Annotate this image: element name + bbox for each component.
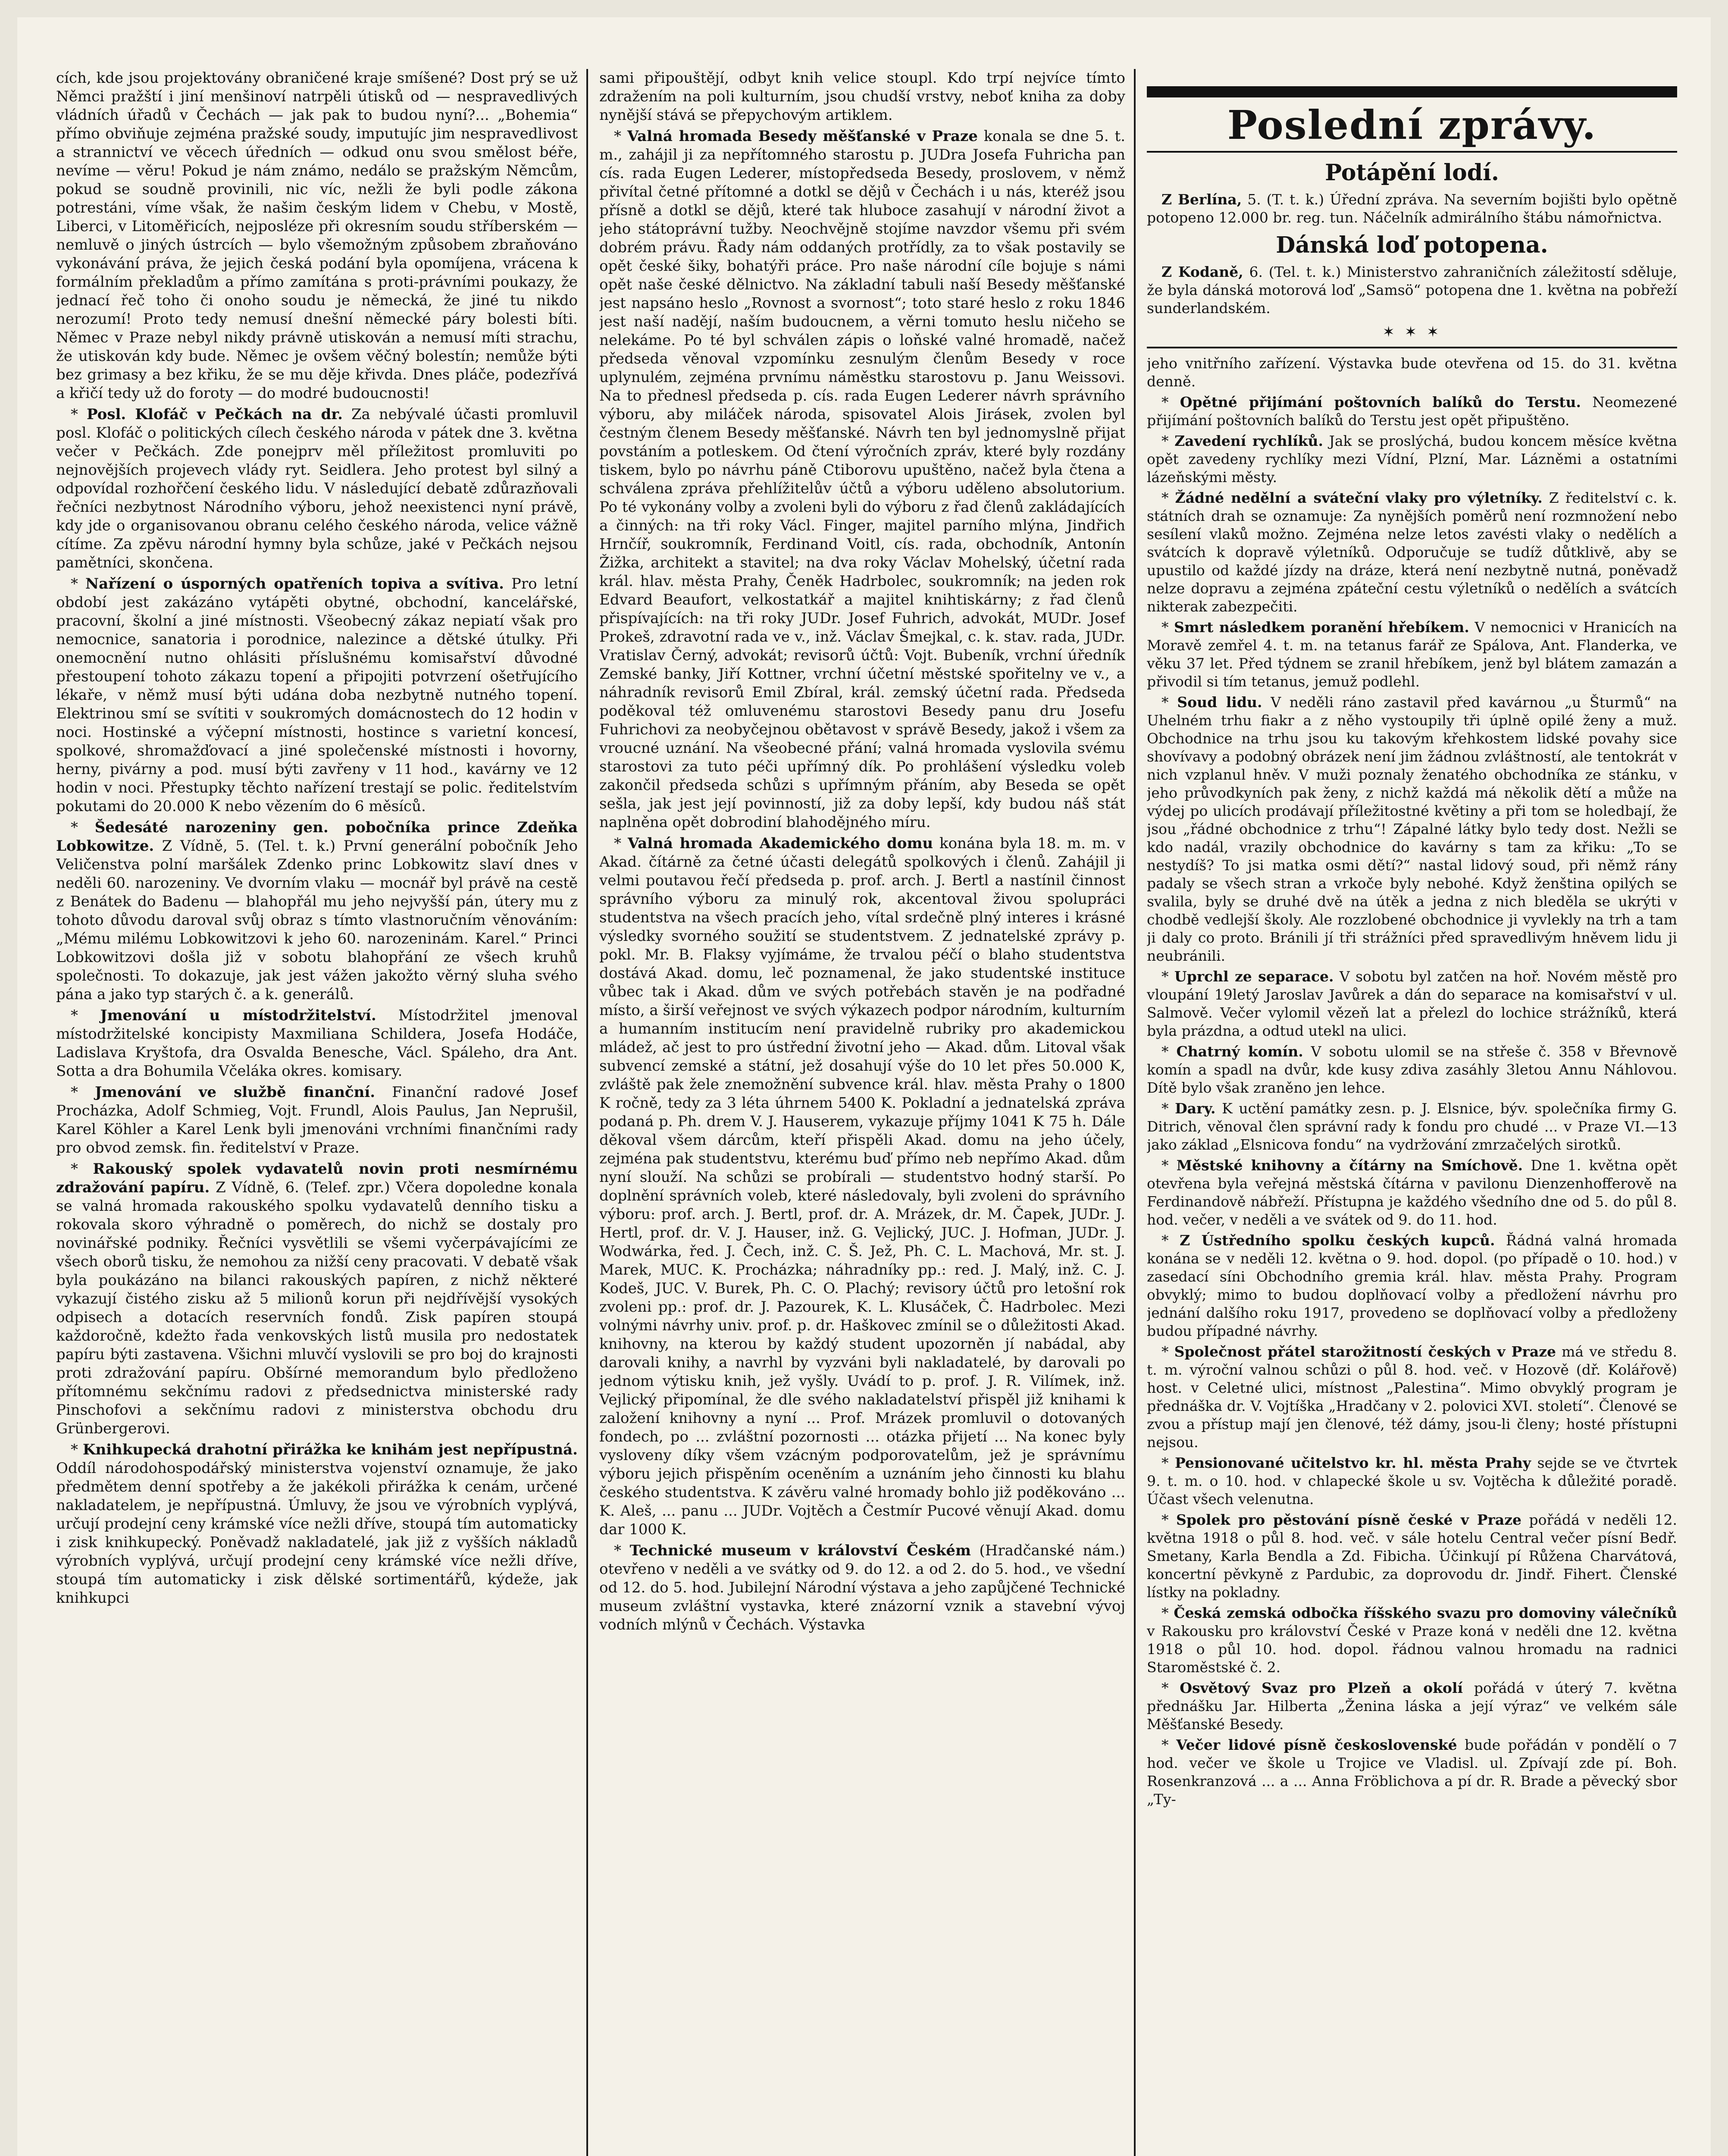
article-marker: * [614,128,627,145]
article-marker: * [1161,1736,1177,1753]
newspaper-page [17,17,1711,2156]
article-marker: * [71,1160,93,1178]
article-text: Finanční radové Josef Procházka, Adolf Schmieg, Vojt. Frundl, Alois Paulus, Jan Neprušil, Karel Köhler a Karel Lenk byli jmenováni vrchními finančními rady pro obvod zemsk. fin. ředitelství v Praze. [56,1084,578,1156]
article-headline: Technické museum v království Českém [629,1542,971,1559]
article-marker: * [1161,968,1174,985]
article-headline: Z Ústředního spolku českých kupců. [1180,1232,1495,1249]
article-headline: Jmenování u místodržitelství. [100,1007,376,1024]
article-marker: * [1161,1604,1174,1621]
article-headline: Posl. Klofáč v Pečkách na dr. [87,406,343,423]
article-text: pořádá v úterý 7. května přednášku Jar. Hilberta „Ženina láska a její výraz“ ve velkém sále Měšťanské Besedy. [1147,1680,1677,1733]
article-text: bude pořádán v pondělí o 7 hod. večer ve škole u Trojice ve Vladisl. ul. Zpívají zde pí. Boh. Rosenkranzová ... a ... Anna Fröblichova a pí dr. R. Brade a pěvecký sbor „Ty- [1147,1736,1677,1808]
article-paragraph [1147,1511,1677,1601]
article-paragraph [1147,1156,1677,1229]
article-marker: * [1161,432,1175,449]
article-text: V sobotu byl zatčen na hoř. Novém městě pro vloupání 19letý Jaroslav Javůrek a dán do separace na komisařství v ul. Salmově. Večer vylomil vězeň lat a přelezl do lochice strážníků, která byla prázdna, a odtud utekl na ulici. [1147,968,1677,1039]
article-text: konala se dne 5. t. m., zahájil ji za nepřítomného starostu p. JUDra Josefa Fuhricha pan cís. rada Eugen Lederer, místopředseda Besedy, proslovem, v němž přivítal četné přítomné a dotkl se dějů v Čechách i u nás, kteréž jsou přísně a dotkl se dějů, které tak hluboce zasahují v národní život a jeho státoprávní tužby. Neochvějně stojíme navzdor všemu při svém dobrém právu. Řady nám oddaných protřídly, za to však postavily se opět české šiky, bohatýři práce. Pro naše národní cíle bojuje s námi opět naše české dělnictvo. Na základní tabuli naší Besedy měšťanské jest napsáno heslo „Rovnost a svornost“; toto staré heslo z roku 1846 jest naší nadějí, naším budoucnem, a věrni tomuto heslu ničeho se nelekáme. Po té byl schválen zápis o loňské valné hromadě, načež předseda věnoval vzpomínku zesnulým členům Besedy v roce uplynulém, zejména prvnímu náměstku starostovu p. Janu Weissovi. Na to přednesl předseda p. cís. rada Eugen Lederer návrh správního výboru, aby miláček národa, spisovatel Alois Jirásek, zvolen byl čestným členem Besedy měšťanské. Návrh ten byl jednomyslně přijat povstáním a potleskem. Od čtení výročních zpráv, které byly rozdány tiskem, bylo po návrhu páně Ctiborovu upuštěno, načež byla čtena a schválena zpráva přehlížitelův účtů a výboru uděleno absolutorium. Po té vykonány volby a zvoleni byli do výboru z řad členů zakládajících a činných: na tři roky Václ. Finger, majitel parního mlýna, Jindřich Hrnčíř, soukromník, Ferdinand Voitl, cís. rada, obchodník, Antonín Žižka, architekt a stavitel; na dva roky Václav Mohelský, účetní rada král. hlav. města Prahy, Čeněk Hadrbolec, soukromník; na jeden rok Edvard Beaufort, velkostatkář a majitel knihtiskárny; z řad členů přispívajících: na tři roky JUDr. Josef Fuhrich, advokát, MUDr. Josef Prokeš, zdravotní rada ve v., inž. Václav Šmejkal, c. k. stav. rada, JUDr. Vratislav Černý, advokát; revisorů účtů: Vojt. Bubeník, vrchní úředník Zemské banky, Jiří Kottner, vrchní účetní městské spořitelny ve v., a náhradník revisorů Emil Zbíral, král. zemský účetní rada. Předseda poděkoval též omluvenému starostovi Besedy panu dru Josefu Fuhrichovi za neobyčejnou obětavost v správě Besedy, jakož i všem za vroucné uznání. Na všeobecné přání; valná hromada vyslovila svému starostovi za tuto péči upřímný dík. Po prohlášení výsledku voleb zakončil předseda schůzi s upřímným přáním, aby Beseda se opět sešla, jak jest její povinností, již za doby lepší, kdy budou náš stát naplněna opět dobrodiní blahodějného míru. [599,128,1125,831]
article-marker: * [71,406,87,423]
article-text: V nemocnici v Hranicích na Moravě zemřel 4. t. m. na tetanus farář ze Spálova, Ant. Flanderka, ve věku 37 let. Před týdnem se zranil hřebíkem, jenž byl blátem zamazán a přivodil si tím tetanus, jemuž podlehl. [1147,619,1677,690]
article-paragraph [599,69,1125,125]
article-text: Řádná valná hromada konána se v neděli 12. května o 9. hod. dopol. (po případě o 10. hod.) v zasedací síni Obchodního gremia král. hlav. města Prahy. Program obvyklý; mimo to budou doplňovací volby a předložení návrhu pro jednání dalšího roku 1917, provedeno se doplňovací volby a předloženy budou případné návrhy. [1147,1232,1677,1339]
article-paragraph [1147,968,1677,1040]
article-text: Neomezené přijímání poštovních balíků do Terstu jest opět připuštěno. [1147,394,1677,429]
article-paragraph [56,575,578,816]
article-headline: Smrt následkem poranění hřebíkem. [1174,619,1469,636]
article-text: sejde se ve čtvrtek 9. t. m. o 10. hod. v chlapecké škole u sv. Vojtěcha k důležité poradě. Účast všech velenutna. [1147,1454,1677,1507]
left-column [56,69,578,2156]
banner-bottom-rule [1147,151,1677,153]
article-text: v Rakousku pro království České v Praze koná v neděli dne 12. května 1918 o půl 10. hod. dopol. řádnou valnou hromadu na radnici Staroměstské č. 2. [1147,1623,1677,1676]
article-paragraph [56,1441,578,1608]
article-text: Jak se proslýchá, budou koncem měsíce května opět zavedeny rychlíky mezi Vídní, Plzní, Mar. Lázněmi a ostatními lázeňskými městy. [1147,432,1677,486]
article-headline: Pensionované učitelstvo kr. hl. města Prahy [1175,1454,1531,1471]
article-text: má ve středu 8. t. m. výroční valnou schůzi o půl 8. hod. več. v Hozově (dř. Kolářově) host. v Celetné ulici, místnost „Palestina“. Mimo obvyklý program je přednáška dr. V. Vojtíška „Hradčany v 2. polovici XVI. století“. Členové se zvou a přístup mají jen členové, též dámy, jsou-li členy; hosté přístupni nejsou. [1147,1343,1677,1451]
article-paragraph [1147,1736,1677,1808]
article-headline: Soud lidu. [1177,694,1262,711]
article-text: Místodržitel jmenoval místodržitelské koncipisty Maxmiliana Schildera, Josefa Hodáče, Ladislava Kryštofa, dra Osvalda Beneschе, Václ. Spáleho, dra Ant. Sotta a dra Bohumila Včeláka okres. komisary. [56,1007,578,1080]
dateline: Z Kodaně, [1161,263,1243,280]
article-paragraph [1147,354,1677,391]
article-headline: Knihkupecká drahotní přirážka ke knihám jest nepřípustná. [82,1441,578,1458]
middle-column [599,69,1125,2156]
article-headline: Nařízení o úsporných opatřeních topiva a svítiva. [85,575,504,592]
article-marker: * [1161,1232,1180,1249]
section-divider-rule [1147,347,1677,348]
article-marker: * [1161,1343,1174,1360]
article-headline: Spolek pro pěstování písně české v Praze [1176,1511,1522,1528]
news-text: 6. (Tel. t. k.) Ministerstvo zahraničních záležitostí sděluje, že byla dánská motorová loď „Samsö“ potopena dne 1. května na pobřeží sunderlandském. [1147,263,1677,317]
article-headline: Městské knihovny a čítárny na Smíchově. [1176,1157,1523,1174]
article-marker: * [1161,1511,1177,1528]
article-headline: Žádné nedělní a sváteční vlaky pro výletníky. [1175,489,1543,506]
article-text: K uctění památky zesn. p. J. Elsnice, býv. společníka firmy G. Ditrich, věnoval člen správní rady k fondu pro chudé ... v Praze VI.—13 jako základ „Elsnicova fondu“ na vydržování zmrzačelých sirotků. [1147,1100,1677,1153]
article-marker: * [71,819,95,836]
article-headline: Opětné přijímání poštovních balíků do Terstu. [1180,394,1581,411]
article-paragraph [1147,1604,1677,1677]
news-paragraph [1147,191,1677,227]
article-paragraph [56,1160,578,1438]
article-text: Za nebývalé účasti promluvil posl. Klofáč o politických cílech českého národa v pátek dne 3. května večer v Pečkách. Zde ponejprv měl příležitost promluviti po nejnovějších projevech vlády ryt. Seidlera. Jeho protest byl silný a odpovídal rozhořčení českého lidu. V následující debatě zdůrazňovali řečníci nezbytnost Národního výboru, jehož neexistenci nyní právě, kdy jde o organisovanou obranu celého českého národa, velice vážně cítíme. Za zpěvu národní hymny byla schůze, jaké v Pečkách nejsou pamětníci, skončena. [56,406,578,571]
article-headline: Společnost přátel starožitností českých v Praze [1174,1343,1556,1360]
article-text: Oddíl národohospodářský ministerstva vojenství oznamuje, že jako předmětem denní spotřeby a že jakékoli přirážka k cenám, určené nakladatelem, je nepřípustná. Úmluvy, že jsou ve výrobních vyplývá, určují prodejní ceny krámské více nežli dříve, stoupá tím automaticky i zisk knihkupecký. Poněvadž nakladatelé, jak již z vyšších nákladů výrobních vyplývá, určují prodejní ceny krámské více nežli dříve, stoupá tím automaticky i zisk dělské sortimentářů, kýdeže, jak knihkupci [56,1460,578,1607]
article-headline: Uprchl ze separace. [1174,968,1334,985]
article-text: jeho vnitřního zařízení. Výstavka bude otevřena od 15. do 31. května denně. [1147,355,1677,390]
article-marker: * [1161,1043,1177,1060]
article-text: V sobotu ulomil se na střeše č. 358 v Břevnově komín a spadl na dvůr, kde kusy zdiva zasáhly 3letou Annu Náhlovou. Dítě bylo však zraněno jen lehce. [1147,1043,1677,1096]
article-text: Dne 1. května opět otevřena byla veřejná městská čítárna v pavilonu Dienzenhofferově na Ferdinandově nábřeží. Přístupna je každého všedního dne od 5. do půl 8. hod. večer, v neděli a ve svátek od 9. do 11. hod. [1147,1157,1677,1228]
article-paragraph [56,69,578,403]
article-paragraph [1147,432,1677,486]
article-text: Z ředitelství c. k. státních drah se oznamuje: Za nynějších poměrů není rozmnožení nebo sesílení vlaků možno. Zejména nelze letos zavésti vlaky o nedělích a svátcích k dopravě výletníků. Odporučuje se tudíž důtklivě, aby se upustilo od každé jízdy na dráze, která není nezbytně nutná, poněvadž nelze dopravu a zejména zpáteční cestu výletníků o nedělích a svátcích nikterak zabezpečiti. [1147,489,1677,615]
article-headline: Večer lidové písně československé [1176,1736,1457,1753]
article-paragraph [1147,1343,1677,1451]
article-marker: * [71,1441,83,1458]
article-paragraph [56,818,578,1004]
article-marker: * [614,1542,630,1559]
article-text: Z Vídně, 5. (Tel. t. k.) První generální pobočník Jeho Veličenstva polní maršálek Zdenko princ Lobkowitz slaví dnes v neděli 60. narozeniny. Ve dvorním vlaku — mocnář byl právě na cestě z Benátek do Badenu — blahopřál mu jeho nejvyšší pán, útery mu z tohoto důvodu daroval svůj obraz s tímto vlastnoručním věnováním: „Mému milému Lobkowitzovi k jeho 60. narozeninám. Karel.“ Princi Lobkowitzovi došla již v sobotu blahopřání ze všech kruhů společnosti. To dokazuje, jak jest vážen jakožto věrný sluha svého pána a jako typ starých č. a k. generálů. [56,837,578,1003]
article-paragraph [1147,393,1677,429]
article-text: cích, kde jsou projektovány obraničené kraje smíšené? Dost prý se už Němci pražští i jiní menšinoví natrpěli útisků od — nespravedlivých vládních úřadů v Čechách — jak pak to budou nyní?... „Bohemia“ přímo obviňuje zejména pražské soudy, imputujíc jim nespravedlivost a strannictví ve věcech úředních — odkud onu svou smělost béře, nevíme — věru! Pokud je nám známo, nedálo se pražským Němcům, pokud se soudně provinili, nic víc, nežli že byli podle zákona potrestáni, víme však, že našim českým lidem v Chebu, v Mostě, Liberci, v Litoměřicích, nejposléze při okresním soudu stříberském — nemluvě o jiných ústrcích — bylo všemožným způsobem zbraňováno vykonávání práva, že jejich česká podání byla opomíjena, vrácena k formálním překladům a přímo zamítána s proti-právními poukazy, že jednací řeč toho či onoho soudu je německá, že jiné tu nikdo nerozumí! Proto tedy nemusí dnešní německé páry bolesti bíti. Němec v Praze nebyl nikdy právně utiskován a nemusí míti strachu, že utiskován kdy bude. Němec je ovšem věčný bolestín; nemůže býti bez grimasy a bez křiku, že se mu děje křivda. Dnes pláče, podezřívá a křičí tedy už do foroty — do modré budoucnosti! [56,69,578,402]
article-marker: * [71,1007,100,1024]
section-banner-title: Poslední zprávy. [1227,102,1597,148]
article-headline: Rakouský spolek vydavatelů novin proti nesmírnému zdražování papíru. [56,1160,578,1196]
article-text: (Hradčanské nám.) otevřeno v neděli a ve svátky od 9. do 12. a od 2. do 5. hod., ve všední od 12. do 5. hod. Jubilejní Národní výstava a jeho zapůjčené Technické museum zvláštní vystavka, které znázorní vznik a stavební vývoj vodních mlýnů v Čechách. Výstavka [599,1542,1125,1633]
article-paragraph [1147,618,1677,691]
article-marker: * [1161,489,1175,506]
article-headline: Zavedení rychlíků. [1174,432,1323,449]
news-section-title: Dánská loď potopena. [1276,232,1548,258]
article-headline: Šedesáté narozeniny gen. pobočníka prince Zdeňka Lobkowitze. [56,819,578,855]
right-column [1147,69,1677,2156]
banner-top-bar [1147,86,1677,97]
article-text: Z Vídně, 6. (Telef. zpr.) Včera dopoledne konala se valná hromada rakouského spolku vydavatelů denního tisku a rokovala skoro výhradně o poměrech, do nichž se dostaly pro novinářské podniky. Řečníci vysvětlili se všemi vyčerpávajícími ze všech oborů tisku, že nemohou za nižší ceny pracovati. V debatě však byla poukázáno na bilanci rakouských papíren, z nichž některé vykazují čistého zisku až 5 milionů korun při nejdřívější vysokých odpisech a dotacích reservních fondů. Zisk papíren stoupá každoročně, kdežto řada venkovských listů musila pro nedostatek papíru býti zastavena. Všichni mluvčí vyslovili se pro boj do krajnosti proti zdražování papíru. Obšírné memorandum bylo předloženo přítomnému sekčnímu radovi z předsednictva ministerské rady Pinschofovi a sekčnímu radovi z ministerstva obchodu dru Grünbergerovi. [56,1179,578,1437]
latest-news-sections [1147,159,1677,317]
article-paragraph [56,1083,578,1157]
article-marker: * [1161,1100,1175,1117]
article-headline: Valná hromada Besedy měšťanské v Praze [627,128,978,145]
article-headline: Česká zemská odbočka říšského svazu pro domoviny válečníků [1174,1604,1677,1621]
news-section-title: Potápění lodí. [1325,160,1499,186]
article-headline: Osvětový Svaz pro Plzeň a okolí [1180,1680,1463,1696]
article-paragraph [1147,489,1677,616]
article-text: sami připouštějí, odbyt knih velice stoupl. Kdo trpí nejvíce tímto zdražením na poli kulturním, jsou chudší vrstvy, neboť kniha za doby nynější stává se přepychovým artiklem. [599,69,1125,124]
article-marker: * [71,1084,95,1101]
article-paragraph [599,1542,1125,1634]
article-marker: * [1161,619,1174,636]
article-headline: Chatrný komín. [1176,1043,1303,1060]
dateline: Z Berlína, [1161,191,1242,208]
article-marker: * [1161,1454,1175,1471]
article-marker: * [1161,1680,1180,1696]
column-divider [586,69,588,2156]
article-paragraph [1147,1100,1677,1154]
article-headline: Jmenování ve službě finanční. [95,1084,376,1101]
article-paragraph [56,405,578,572]
article-paragraph [599,834,1125,1539]
article-marker: * [1161,1157,1177,1174]
article-paragraph [56,1006,578,1081]
article-headline: Valná hromada Akademického domu [627,835,933,852]
article-paragraph [1147,1679,1677,1733]
column-divider [1134,69,1136,2156]
news-paragraph [1147,263,1677,317]
article-marker: * [71,575,85,592]
article-marker: * [614,835,628,852]
article-text: konána byla 18. m. m. v Akad. čítárně za četné účasti delegátů spolkových i členů. Zahájil ji velmi poutavou řečí předseda p. prof. arch. J. Bertl a nastínil činnost správního výboru za minulý rok, akcentoval živou spolupráci studentstva na všech pracích jeho, vítal srdečně plný interes i krásné výsledky svorného soužití se studentstvem. Z jednatelské zprávy p. pokl. Mr. B. Flaksy vyjímáme, že trvalou péčí o blaho studentstva dostává Akad. domu, leč poznamenal, že jako studentské instituce vůbec tak i Akad. dům ve svých potřebách stavěn je na podřadné místo, a širší veřejnost ve svých výkazech podpor národním, kulturním a humanním institucím není pravidelně rubriky pro akademickou mládež, ač jest to pro ústřední životní jeho — Akad. dům. Litoval však subvencí zemské a státní, jež dosahují výše do 10 let přes 50.000 K, zvláště pak žele znemožnění subvence král. hlav. města Prahy o 1800 K ročně, tedy za 3 léta úhrnem 5400 K. Pokladní a jednatelská zpráva podaná p. Ph. drem V. J. Hauserem, vykazuje příjmy 1041 K 75 h. Dále děkoval všem dárcům, kteří přispěli Akad. domu na jeho účely, zejména pak studentstvu, kterému buď přímo neb nepřímo Akad. dům nyní slouží. Na schůzi se probírali — studentstvo hodný starší. Po doplnění správních voleb, které následovaly, byli zvoleni do správního výboru: prof. arch. J. Bertl, prof. dr. A. Mrázek, dr. M. Čapek, JUDr. J. Hertl, prof. dr. V. J. Hauser, inž. G. Vejlický, JUC. J. Hofman, JUDr. J. Wodwárka, řed. J. Čech, inž. C. Š. Jež, Ph. C. L. Machová, Mr. st. J. Marek, MUC. K. Procházka; náhradníky pp.: red. J. Malý, inž. C. J. Kodeš, JUC. V. Burek, Ph. C. O. Plachý; revisory účtů pro letošní rok zvoleni pp.: prof. dr. J. Pazourek, K. L. Klusáček, Č. Hadrbolec. Mezi volnými návrhy univ. prof. p. dr. Haškovec zmínil se o důležitosti Akad. knihovny, na kterou by každý student upozorněn jí nabádal, aby darovali knihy, a navrhl by vyzváni byli nakladatelé, by darovali po jednom výtisku knih, jež vyšly. Uvádí to p. prof. J. R. Vilímek, inž. Vejlický připomínal, že dle svého nakladatelství přispěl již knihami k založení knihovny a nyní ... Prof. Mrázek promluvil o dotovaných fondech, po ... zvláštní pozornosti ... otázka přijetí ... Na konec byly vysloveny díky všem vzácným podporovatelům, jež je správnímu výboru jejich přispěním oceněním a uznáním jeho činnosti ku blahu českého studentstva. K závěru valné hromady bohlo již poděkováno ... K. Aleš, ... panu ... JUDr. Vojtěch a Čestmír Pucové věnují Akad. domu dar 1000 K. [599,835,1125,1538]
article-text: Pro letní období jest zakázáno vytápěti obytné, obchodní, kancelářské, pracovní, školní a jiné místnosti. Všeobecný zákaz nepiatí však pro nemocnice, sanatoria i porodnice, nalezince a dětské útulky. Při onemocnění nutno ohlásiti příslušnému komisařství důvodné přestoupení tohoto zákazu topení a připojiti potvrzení ošetřujícího lékaře, v němž musí býti udána doba nezbytně nutného topení. Elektrinou smí se svítiti v soukromých domácnostech do 12 hodin v noci. Hostinské a výčepní místnosti, hostince s varietní koncesí, spolkové, shromažďovací a jiné společenské místnosti i hovorny, herny, pivárny a pod. musí býti zavřeny v 11 hod., kavárny ve 12 hodin v noci. Přestupky těchto nařízení trestají se polic. ředitelstvím pokutami do 20.000 K nebo vězením do 6 měsíců. [56,575,578,815]
news-items [1147,354,1677,1808]
news-text: 5. (T. t. k.) Úřední zpráva. Na severním bojišti bylo opětně potopeno 12.000 br. reg. tun. Náčelník admirálního štábu námořnictva. [1147,191,1677,226]
article-text: V neděli ráno zastavil před kavárnou „u Šturmů“ na Uhelném trhu fiakr a z něho vystoupily tři úplně opilé ženy a muž. Obchodnice na trhu jsou ku takovým křehkostem lidské povahy sice shovívavy a podobný obrázek není jim žádnou zvláštností, ale tentokrát v nich vzplanul hněv. V muži poznaly ženatého obchodníka ze stánku, v jeho průvodkyních pak ženy, z nichž každá má několik dětí a může na výdej po ulicích prodávají příležitostné květiny a při tom se holedbají, že jsou „řádné obchodnice z trhu“! Zápalné látky bylo tedy dost. Nežli se kdo nadál, vrazily obchodnice do kavárny s tam za křiku: „To se nestydíš? To jsi matka osmi dětí?“ nastal lidový soud, při němž rány padaly se všech stran a vrkoče byly nebohé. Když ženština opilých se svalila, byly se druhé dvě na útěk a jedna z nich bleděla se ukrýti v chodbě vedlejší školy. Ale rozzlobené obchodnice ji vyvlekly na trh a tam ji daly co proto. Bránili jí tři strážníci před spravedlivým hněvem lidu ji neubránili. [1147,694,1677,964]
article-paragraph [1147,1232,1677,1340]
section-ornament: ✶ ✶ ✶ [1382,323,1442,341]
article-marker: * [1161,394,1180,411]
article-paragraph [1147,1043,1677,1097]
article-paragraph [1147,1454,1677,1508]
article-paragraph [1147,693,1677,965]
article-paragraph [599,127,1125,832]
article-headline: Dary. [1175,1100,1216,1117]
article-text: pořádá v neděli 12. května 1918 o půl 8. hod. več. v sále hotelu Central večer písní Bedř. Smetany, Karla Bendla a Zd. Fibicha. Účinkují pí Růžena Charvátová, koncertní pěvkyně z Pardubic, za doprovodu dr. Jindř. Fihert. Členské lístky na pokladny. [1147,1511,1677,1601]
article-marker: * [1161,694,1177,711]
